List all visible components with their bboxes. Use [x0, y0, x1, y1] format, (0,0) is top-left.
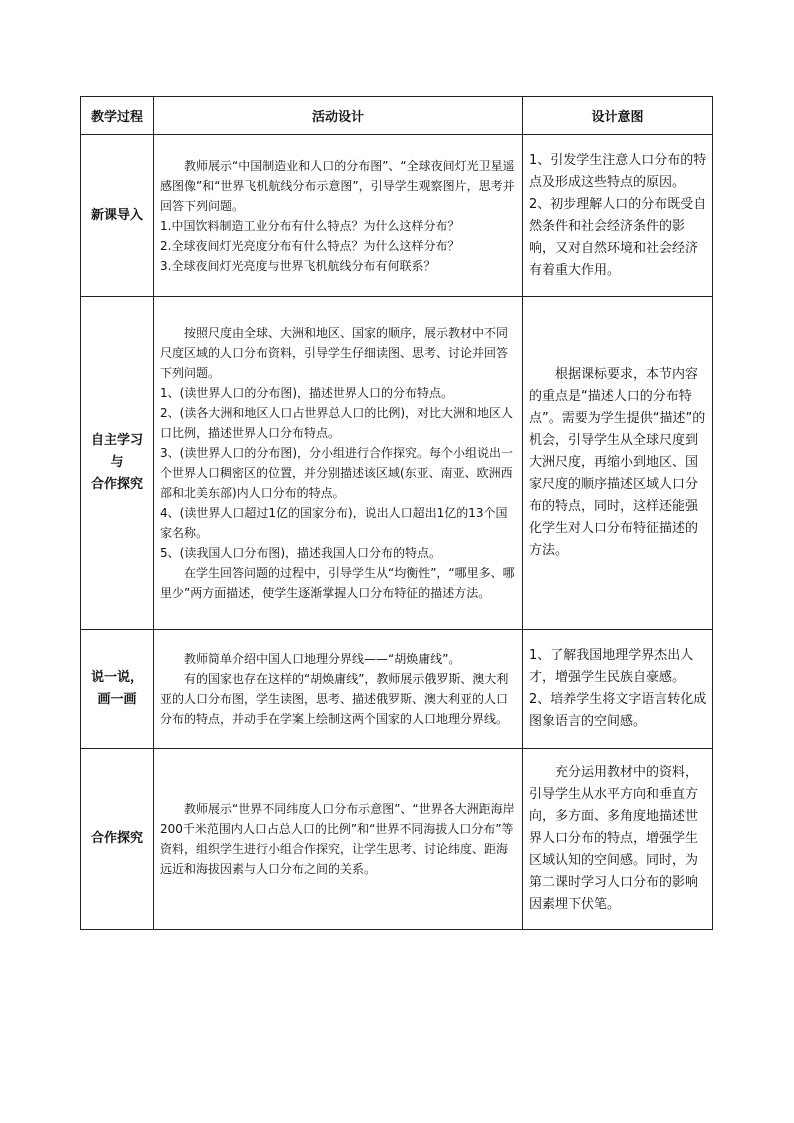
activity-cell	[154, 630, 523, 749]
intent-cell	[523, 297, 713, 630]
activity-paragraph: 教师展示“中国制造业和人口的分布图”、“全球夜间灯光卫星遥感图像”和“世界飞机航线分布示意图”，引导学生观察图片，思考并回答下列问题。	[160, 158, 515, 213]
stage-label: 画一画	[97, 692, 137, 707]
table-row	[81, 135, 713, 297]
table-header-row	[81, 97, 713, 135]
activity-cell	[154, 297, 523, 630]
activity-cell	[154, 135, 523, 297]
lesson-plan-table	[80, 96, 713, 930]
header-activity: 活动设计	[154, 97, 523, 135]
stage-cell	[81, 749, 154, 930]
intent-paragraph: 2、初步理解人口的分布既受自然条件和社会经济条件的影响，又对自然环境和社会经济有着重大作用。	[529, 196, 707, 278]
stage-label: 合作探究	[90, 831, 143, 846]
activity-paragraph: 在学生回答问题的过程中，引导学生从“均衡性”，“哪里多、哪里少”两方面描述，使学生逐渐掌握人口分布特征的描述方法。	[160, 566, 515, 600]
intent-cell	[523, 135, 713, 297]
intent-cell	[523, 749, 713, 930]
header-intent: 设计意图	[523, 97, 713, 135]
table-row	[81, 297, 713, 630]
activity-question: 3、(读世界人口的分布图)，分小组进行合作探究。每个小组说出一个世界人口稠密区的位置，并分别描述该区域(东亚、南亚、欧洲西部和北美东部)内人口分布的特点。	[160, 446, 514, 500]
stage-cell	[81, 135, 154, 297]
activity-paragraph: 教师展示“世界不同纬度人口分布示意图”、“世界各大洲距海岸200千米范围内人口占总人口的比例”和“世界不同海拔人口分布”等资料，组织学生进行小组合作探究，让学生思考、讨论纬度、距海远近和海拔因素与人口分布之间的关系。	[160, 802, 515, 876]
activity-question: 2.全球夜间灯光亮度分布有什么特点？为什么这样分布？	[160, 238, 460, 253]
table-row	[81, 630, 713, 749]
activity-paragraph: 有的国家也存在这样的“胡焕庸线”，教师展示俄罗斯、澳大利亚的人口分布图，学生读图，思考、描述俄罗斯、澳大利亚的人口分布的特点，并动手在学案上绘制这两个国家的人口地理分界线。	[160, 672, 509, 726]
stage-label: 说一说，	[90, 670, 143, 685]
activity-question: 1、(读世界人口的分布图)，描述世界人口的分布特点。	[160, 386, 454, 400]
activity-paragraph: 按照尺度由全球、大洲和地区、国家的顺序，展示教材中不同尺度区域的人口分布资料，引导学生仔细读图、思考、讨论并回答下列问题。	[160, 326, 509, 380]
activity-question: 1.中国饮料制造工业分布有什么特点？为什么这样分布？	[160, 218, 460, 233]
stage-label: 自主学习	[90, 433, 143, 448]
activity-paragraph: 教师简单介绍中国人口地理分界线——“胡焕庸线”。	[184, 652, 461, 666]
activity-question: 4、(读世界人口超过1亿的国家分布)，说出人口超出1亿的13个国家名称。	[160, 506, 508, 540]
stage-cell	[81, 630, 154, 749]
activity-cell	[154, 749, 523, 930]
header-process: 教学过程	[81, 97, 154, 135]
intent-paragraph: 根据课标要求，本节内容的重点是“描述人口的分布特点”。需要为学生提供“描述”的机会，引导学生从全球尺度到大洲尺度，再缩小到地区、国家尺度的顺序描述区域人口分布的特点，同时，这样还能强化学生对人口分布特征描述的方法。	[529, 367, 706, 558]
activity-question: 5、(读我国人口分布图)，描述我国人口分布的特点。	[160, 546, 442, 560]
intent-paragraph: 1、了解我国地理学界杰出人才，增强学生民族自豪感。	[529, 648, 694, 685]
activity-question: 2、(读各大洲和地区人口占世界总人口的比例)，对比大洲和地区人口比例，描述世界人口分布特点。	[160, 406, 514, 440]
table-row	[81, 749, 713, 930]
activity-question: 3.全球夜间灯光亮度与世界飞机航线分布有何联系？	[160, 258, 436, 273]
intent-paragraph: 充分运用教材中的资料，引导学生从水平方向和垂直方向，多方面、多角度地描述世界人口分布的特点，增强学生区域认知的空间感。同时，为第二课时学习人口分布的影响因素埋下伏笔。	[529, 765, 699, 912]
intent-paragraph: 1、引发学生注意人口分布的特点及形成这些特点的原因。	[529, 152, 707, 190]
stage-label: 与	[110, 455, 124, 470]
stage-label: 新课导入	[90, 207, 143, 223]
intent-paragraph: 2、培养学生将文字语言转化成图象语言的空间感。	[529, 692, 707, 729]
stage-cell	[81, 297, 154, 630]
stage-label: 合作探究	[90, 477, 143, 492]
intent-cell	[523, 630, 713, 749]
